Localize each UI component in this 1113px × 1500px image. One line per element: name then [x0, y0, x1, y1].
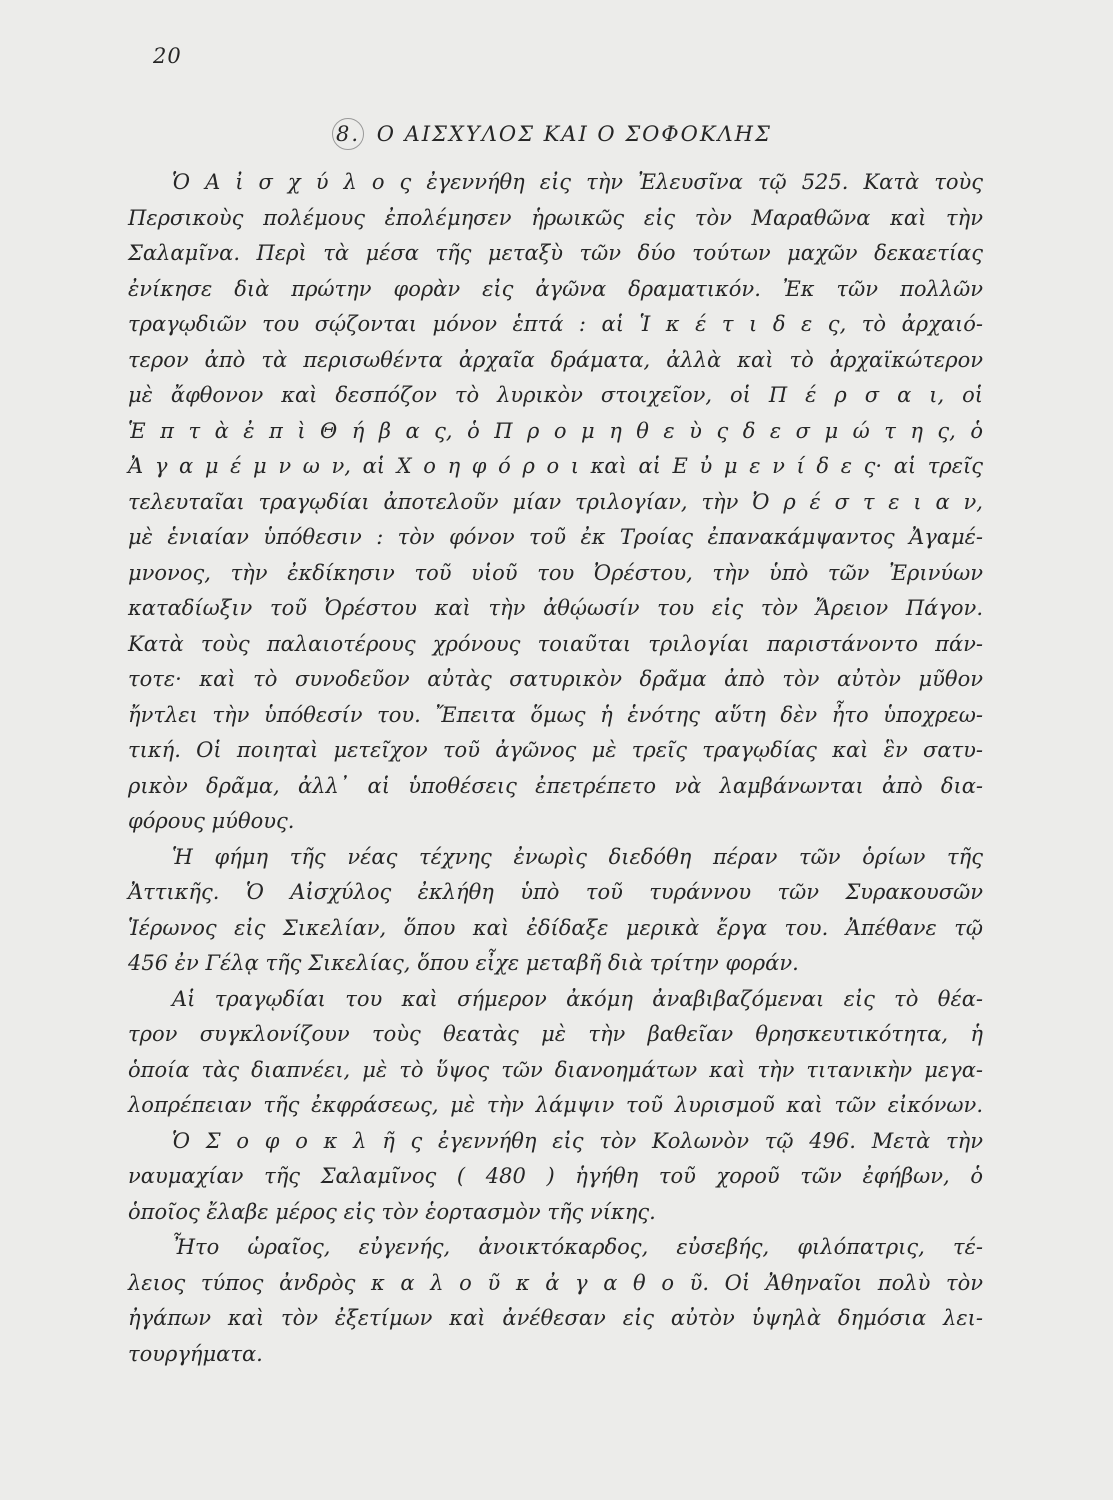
body-text [128, 165, 983, 1372]
text-line: ἠγάπων καὶ τὸν ἐξετίμων καὶ ἀνέθεσαν εἰς αὐτὸν ὑψηλὰ δημόσια λει- [128, 1306, 983, 1330]
text-line: 456 ἐν Γέλᾳ τῆς Σικελίας, ὅπου εἶχε μεταβῆ διὰ τρίτην φοράν. [128, 951, 799, 975]
text-line: Ἡ φήμη τῆς νέας τέχνης ἐνωρὶς διεδόθη πέραν τῶν ὁρίων τῆς [172, 844, 983, 869]
text-line: Ἀ γ α μ έ μ ν ω ν, αἱ Χ ο η φ ό ρ ο ι καὶ αἱ Ε ὐ μ ε ν ί δ ε ς· αἱ τρεῖς [128, 454, 983, 478]
section-title: Ο ΑΙΣΧΥΛΟΣ ΚΑΙ Ο ΣΟΦΟΚΛΗΣ [376, 122, 772, 146]
text-line: τραγῳδιῶν του σῴζονται μόνον ἑπτά : αἱ Ἱ κ έ τ ι δ ε ς, τὸ ἀρχαιό- [128, 312, 983, 336]
text-line: ὁποῖος ἔλαβε μέρος εἰς τὸν ἑορτασμὸν τῆς νίκης. [128, 1199, 656, 1224]
text-line: Αἱ τραγῳδίαι του καὶ σήμερον ἀκόμη ἀναβιβαζόμεναι εἰς τὸ θέα- [172, 986, 983, 1011]
text-line: μὲ ἑνιαίαν ὑπόθεσιν : τὸν φόνον τοῦ ἐκ Τροίας ἐπανακάμψαντος Ἀγαμέ- [128, 525, 983, 549]
text-line: Ἱέρωνος εἰς Σικελίαν, ὅπου καὶ ἐδίδαξε μερικὰ ἔργα του. Ἀπέθανε τῷ [128, 915, 983, 940]
text-line: τελευταῖαι τραγῳδίαι ἀποτελοῦν μίαν τριλογίαν, τὴν Ὀ ρ έ σ τ ε ι α ν, [128, 489, 983, 514]
page-number: 20 [153, 44, 182, 68]
text-line: λοπρέπειαν τῆς ἐκφράσεως, μὲ τὴν λάμψιν τοῦ λυρισμοῦ καὶ τῶν εἰκόνων. [128, 1093, 983, 1117]
text-line: λειος τύπος ἀνδρὸς κ α λ ο ῦ κ ἀ γ α θ ο ῦ. Οἱ Ἀθηναῖοι πολὺ τὸν [128, 1270, 983, 1295]
text-line: Κατὰ τοὺς παλαιοτέρους χρόνους τοιαῦται τριλογίαι παριστάνοντο πάν- [128, 631, 983, 656]
section-number: 8. [332, 118, 364, 150]
text-line: Ἀττικῆς. Ὁ Αἰσχύλος ἐκλήθη ὑπὸ τοῦ τυράννου τῶν Συρακουσῶν [128, 880, 983, 904]
text-line: ὁποία τὰς διαπνέει, μὲ τὸ ὕψος τῶν διανοημάτων καὶ τὴν τιτανικὴν μεγα- [128, 1057, 983, 1082]
section-heading [332, 118, 772, 150]
text-line: Ὁ Α ἰ σ χ ύ λ ο ς ἐγεννήθη εἰς τὴν Ἐλευσῖνα τῷ 525. Κατὰ τοὺς [172, 170, 983, 194]
text-line: Ὁ Σ ο φ ο κ λ ῆ ς ἐγεννήθη εἰς τὸν Κολωνὸν τῷ 496. Μετὰ τὴν [172, 1128, 983, 1153]
text-line: Ἦτο ὡραῖος, εὐγενής, ἀνοικτόκαρδος, εὐσεβής, φιλόπατρις, τέ- [172, 1235, 983, 1259]
text-line: μνονος, τὴν ἐκδίκησιν τοῦ υἱοῦ του Ὀρέστου, τὴν ὑπὸ τῶν Ἐρινύων [128, 560, 983, 585]
text-line: καταδίωξιν τοῦ Ὀρέστου καὶ τὴν ἀθῴωσίν του εἰς τὸν Ἄρειον Πάγον. [128, 596, 983, 620]
text-line: τοτε· καὶ τὸ συνοδεῦον αὐτὰς σατυρικὸν δρᾶμα ἀπὸ τὸν αὐτὸν μῦθον [128, 667, 983, 691]
text-line: τρον συγκλονίζουν τοὺς θεατὰς μὲ τὴν βαθεῖαν θρησκευτικότητα, ἡ [128, 1022, 983, 1046]
text-line: ἐνίκησε διὰ πρώτην φορὰν εἰς ἀγῶνα δραματικόν. Ἐκ τῶν πολλῶν [128, 276, 983, 301]
text-line: ἤντλει τὴν ὑπόθεσίν του. Ἔπειτα ὅμως ἡ ἑνότης αὕτη δὲν ἦτο ὑποχρεω- [128, 702, 983, 727]
text-line: ρικὸν δρᾶμα, ἀλλ᾿ αἱ ὑποθέσεις ἐπετρέπετο νὰ λαμβάνωνται ἀπὸ δια- [128, 773, 983, 798]
text-line: τική. Οἱ ποιηταὶ μετεῖχον τοῦ ἀγῶνος μὲ τρεῖς τραγῳδίας καὶ ἓν σατυ- [128, 738, 983, 762]
text-line: Σαλαμῖνα. Περὶ τὰ μέσα τῆς μεταξὺ τῶν δύο τούτων μαχῶν δεκαετίας [128, 241, 983, 265]
text-line: τουργήματα. [128, 1341, 263, 1366]
text-line: Περσικοὺς πολέμους ἐπολέμησεν ἡρωικῶς εἰς τὸν Μαραθῶνα καὶ τὴν [128, 205, 983, 230]
text-line: τερον ἀπὸ τὰ περισωθέντα ἀρχαῖα δράματα, ἀλλὰ καὶ τὸ ἀρχαϊκώτερον [128, 347, 983, 372]
text-line: ναυμαχίαν τῆς Σαλαμῖνος ( 480 ) ἡγήθη τοῦ χοροῦ τῶν ἐφήβων, ὁ [128, 1164, 983, 1188]
text-line: μὲ ἄφθονον καὶ δεσπόζον τὸ λυρικὸν στοιχεῖον, οἱ Π έ ρ σ α ι, οἱ [128, 383, 983, 407]
text-line: φόρους μύθους. [128, 809, 295, 833]
text-line: Ἑ π τ ὰ ἐ π ὶ Θ ή β α ς, ὁ Π ρ ο μ η θ ε ὺ ς δ ε σ μ ώ τ η ς, ὁ [128, 418, 983, 443]
